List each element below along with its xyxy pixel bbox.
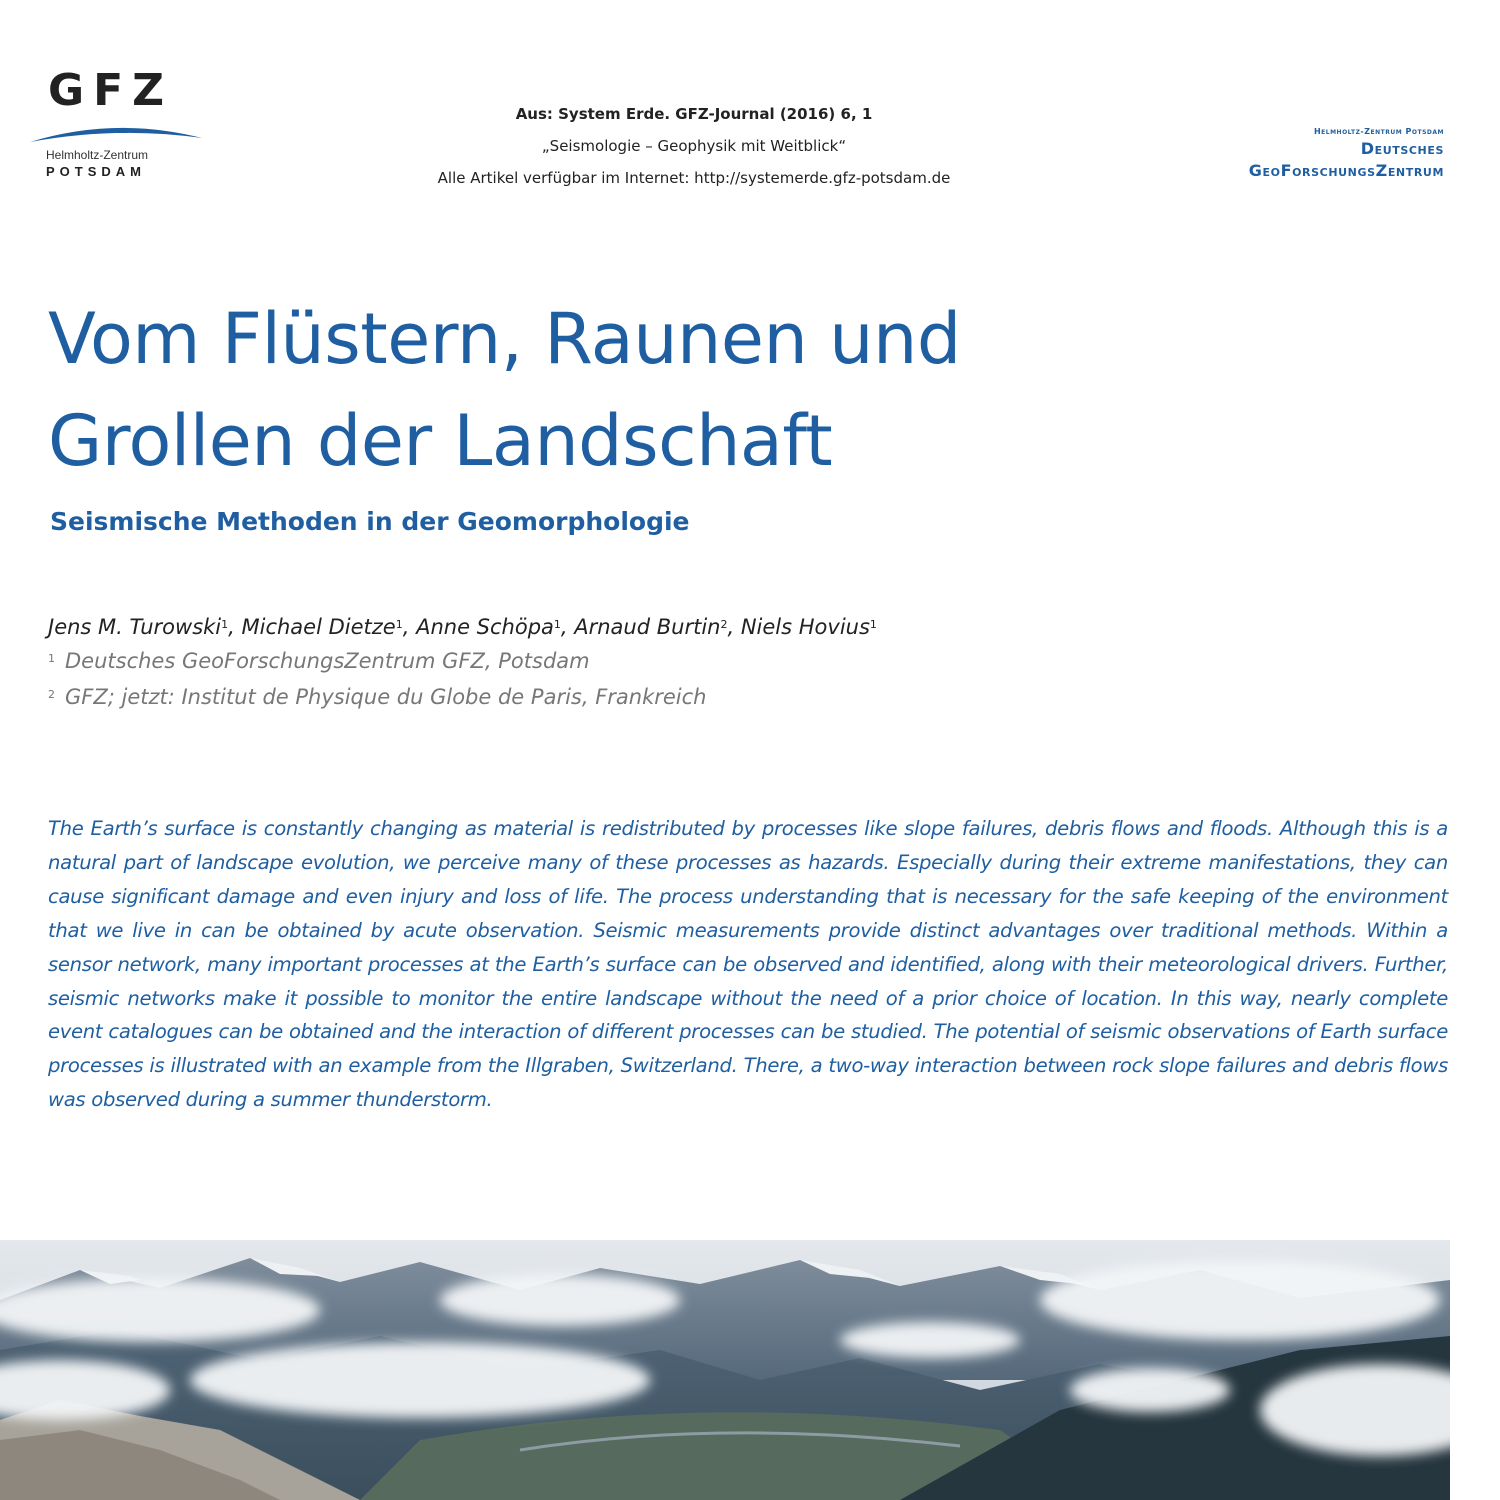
author: Niels Hovius$^1$ — [740, 615, 877, 639]
gfz-logo-icon — [28, 66, 208, 186]
source-line-3: Alle Artikel verfügbar im Internet: http://systemerde.gfz-potsdam.de — [437, 169, 951, 187]
alpine-valley-photo — [0, 1240, 1450, 1500]
author-list — [48, 608, 1048, 644]
abstract: The Earth’s surface is constantly changing as material is redistributed by processes like slope failures, debris flows and floods. Although this is a natural part of landscape evolution, we perceive many of these processes as hazards. Especially during their extreme manifestations, they can cause significant damage and even injury and loss of life. The process understanding that is necessary for the safe keeping of the environment that we live in can be obtained by acute observation. Seismic measurements provide distinct advantages over traditional methods. Within a sensor network, many important processes at the Earth’s surface can be observed and identified, along with their meteorological drivers. Further, seismic networks make it possible to monitor the entire landscape without the need of a prior choice of location. In this way, nearly complete event catalogues can be obtained and the interaction of different processes can be studied. The potential of seismic observations of Earth surface processes is illustrated with an example from the Illgraben, Switzerland. There, a two-way interaction between rock slope failures and debris flows was observed during a summer thunderstorm. — [48, 817, 1448, 1112]
page-subtitle: Seismische Methoden in der Geomorphologie — [50, 507, 690, 536]
affiliation-list — [48, 642, 1048, 714]
title-line-1: Vom Flüstern, Raunen und — [48, 298, 961, 380]
institution-line-1: Helmholtz-Zentrum Potsdam — [1313, 127, 1444, 136]
affiliation: $^1$ Deutsches GeoForschungsZentrum GFZ, Potsdam — [48, 649, 590, 673]
logo-line-2: POTSDAM — [46, 164, 146, 179]
source-citation — [290, 98, 1098, 194]
logo-line-1: Helmholtz-Zentrum — [46, 148, 149, 162]
institution-line-3: GeoForschungsZentrum — [1248, 161, 1444, 180]
logo-acronym: GFZ — [48, 65, 174, 116]
source-line-1: Aus: System Erde. GFZ-Journal (2016) 6, 1 — [515, 105, 873, 123]
author: Anne Schöpa$^1$, — [416, 615, 575, 639]
author: Michael Dietze$^1$, — [241, 615, 417, 639]
photo-landscape — [0, 1240, 1450, 1500]
institution-logo — [1249, 126, 1444, 182]
author: Jens M. Turowski$^1$, — [48, 615, 242, 639]
institution-line-2: Deutsches — [1360, 139, 1444, 158]
author: Arnaud Burtin$^2$, — [574, 615, 741, 639]
affiliation: $^2$ GFZ; jetzt: Institut de Physique du Globe de Paris, Frankreich — [48, 685, 707, 709]
title-line-2: Grollen der Landschaft — [48, 400, 833, 482]
source-line-2: „Seismologie – Geophysik mit Weitblick“ — [541, 137, 847, 155]
page-title — [48, 288, 1048, 492]
logo-swoosh-icon — [28, 122, 204, 146]
